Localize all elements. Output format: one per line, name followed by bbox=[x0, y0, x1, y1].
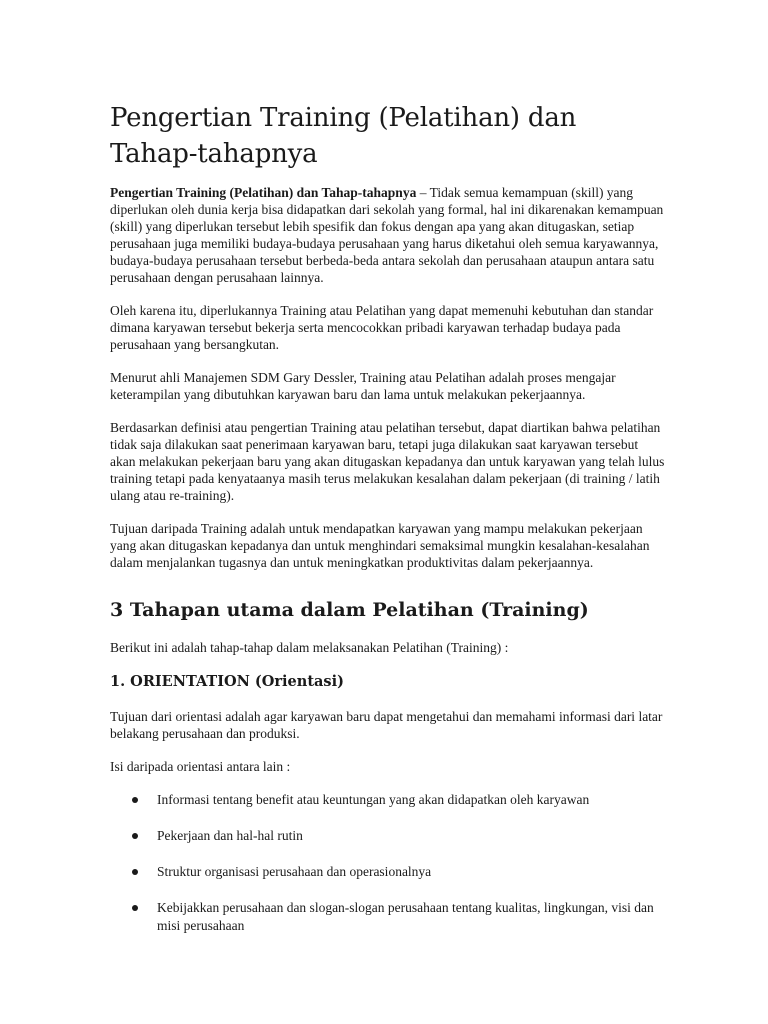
list-item-text: Struktur organisasi perusahaan dan operasionalnya bbox=[157, 864, 432, 879]
bullet-icon bbox=[132, 905, 138, 911]
paragraph-1: Oleh karena itu, diperlukannya Training atau Pelatihan yang dapat memenuhi kebutuhan dan standar dimana karyawan tersebut bekerja serta mencocokkan pribadi karyawan terhadap budaya pada perusahaan yang bersangkutan. bbox=[110, 303, 654, 352]
list-item bbox=[110, 791, 665, 809]
paragraph-2: Menurut ahli Manajemen SDM Gary Dessler, Training atau Pelatihan adalah proses mengajar keterampilan yang dibutuhkan karyawan baru dan lama untuk melakukan pekerjaannya. bbox=[110, 370, 616, 402]
subsection-heading: 1. ORIENTATION (Orientasi) bbox=[110, 673, 344, 690]
subsection-paragraph-1: Tujuan dari orientasi adalah agar karyawan baru dapat mengetahui dan memahami informasi dari latar belakang perusahaan dan produksi. bbox=[110, 709, 663, 741]
paragraph-3: Berdasarkan definisi atau pengertian Training atau pelatihan tersebut, dapat diartikan bahwa pelatihan tidak saja dilakukan saat penerimaan karyawan baru, tetapi juga dilakukan saat karyawan tersebut akan melakukan pekerjaan baru yang akan ditugaskan kepadanya dan untuk karyawan yang telah lulus training tetapi pada kenyataanya masih terus melakukan kesalahan dalam pekerjaan (di training / latih ulang atau re-training). bbox=[110, 420, 665, 503]
bullet-icon bbox=[132, 869, 138, 875]
list-item-text: Kebijakkan perusahaan dan slogan-slogan perusahaan tentang kualitas, lingkungan, visi dan misi perusahaan bbox=[157, 900, 654, 933]
orientation-list bbox=[110, 791, 665, 935]
section-intro: Berikut ini adalah tahap-tahap dalam melaksanakan Pelatihan (Training) : bbox=[110, 640, 509, 655]
page-title: Pengertian Training (Pelatihan) dan Tahap-tahapnya bbox=[110, 103, 577, 169]
intro-paragraph bbox=[110, 184, 665, 286]
intro-lead: Pengertian Training (Pelatihan) dan Tahap-tahapnya bbox=[110, 185, 417, 200]
section-heading: 3 Tahapan utama dalam Pelatihan (Training) bbox=[110, 599, 589, 621]
subsection-paragraph-2: Isi daripada orientasi antara lain : bbox=[110, 759, 291, 774]
intro-text: – Tidak semua kemampuan (skill) yang diperlukan oleh dunia kerja bisa didapatkan dari sekolah yang formal, hal ini dikarenakan kemampuan (skill) yang diperlukan tersebut lebih spesifik dan fokus dengan apa yang akan ditugaskan, setiap perusahaan juga memiliki budaya-budaya perusahaan yang harus diketahui oleh semua karyawannya, budaya-budaya perusahaan tersebut berbeda-beda antara sekolah dan perusahaan ataupun antara satu perusahaan dengan perusahaan lainnya. bbox=[110, 185, 664, 285]
list-item bbox=[110, 827, 665, 845]
bullet-icon bbox=[132, 797, 138, 803]
list-item bbox=[110, 899, 665, 935]
list-item bbox=[110, 863, 665, 881]
document-page bbox=[110, 100, 665, 953]
list-item-text: Pekerjaan dan hal-hal rutin bbox=[157, 828, 303, 843]
bullet-icon bbox=[132, 833, 138, 839]
paragraph-4: Tujuan daripada Training adalah untuk mendapatkan karyawan yang mampu melakukan pekerjaan yang akan ditugaskan kepadanya dan untuk menghindari semaksimal mungkin kesalahan-kesalahan dalam menjalankan tugasnya dan untuk meningkatkan produktivitas dalam pekerjaannya. bbox=[110, 521, 650, 570]
list-item-text: Informasi tentang benefit atau keuntungan yang akan didapatkan oleh karyawan bbox=[157, 792, 590, 807]
